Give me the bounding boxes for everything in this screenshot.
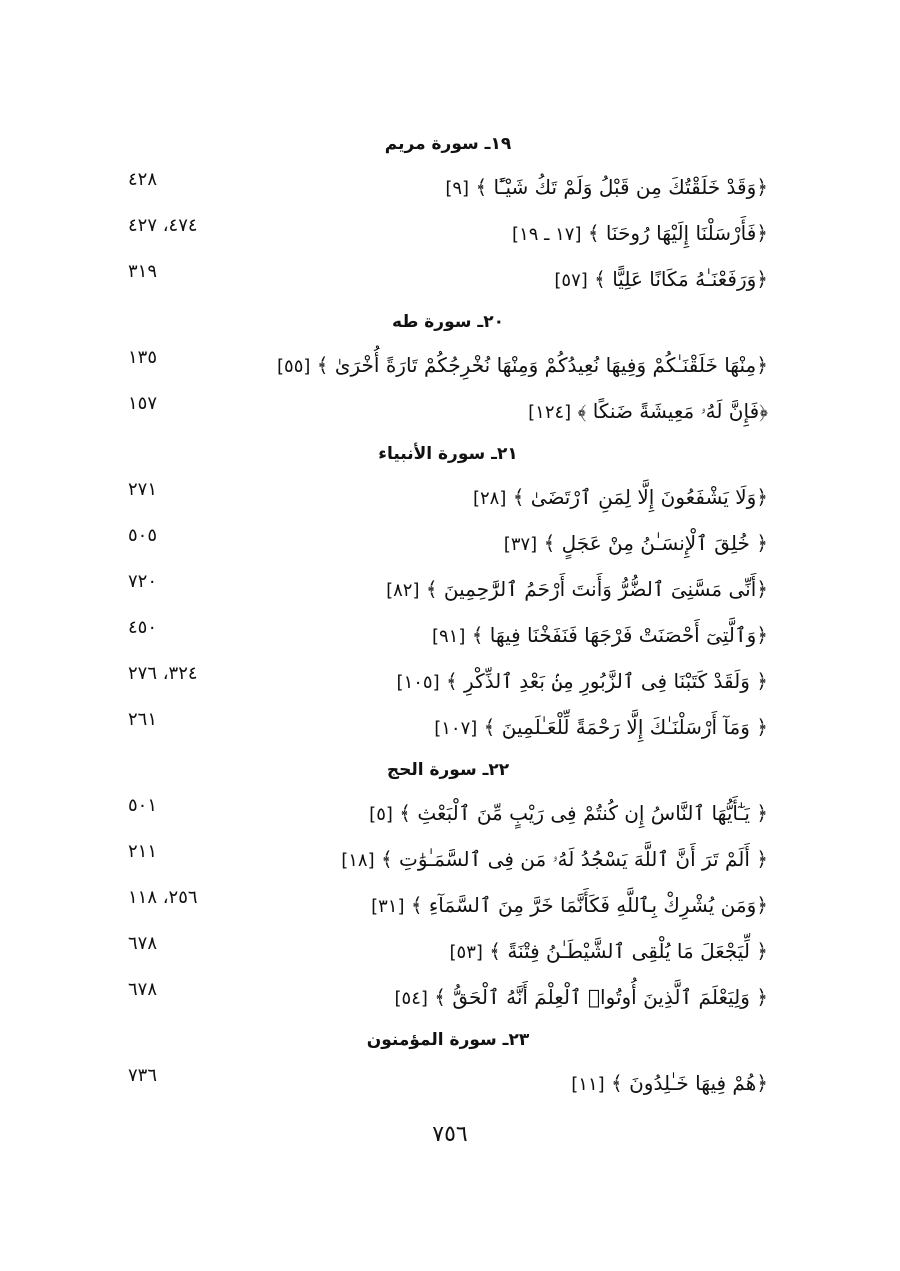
page-references: ٦٧٨ xyxy=(128,933,158,954)
page-references: ٣٢٤، ٢٧٦ xyxy=(128,663,198,684)
verse-reference: [٥] xyxy=(369,804,393,825)
page-references: ٢١١ xyxy=(128,841,158,862)
verse-entry xyxy=(128,474,768,520)
verse-reference: [١٢٤] xyxy=(528,402,572,423)
verse-reference: [٥٣] xyxy=(449,942,483,963)
page-references: ٤٢٨ xyxy=(128,169,158,190)
verse-entry xyxy=(128,790,768,836)
verse-entry xyxy=(128,1060,768,1106)
verse-text xyxy=(512,210,768,256)
verse-reference: [١٠٥] xyxy=(396,672,440,693)
verse-entry xyxy=(128,974,768,1020)
verse-reference: [٩] xyxy=(445,178,470,199)
page-references: ٤٧٤، ٤٢٧ xyxy=(128,215,198,236)
verse-entry xyxy=(128,882,768,928)
verse-entry xyxy=(128,658,768,704)
verse-text xyxy=(277,342,768,388)
verse-quote: ﴿ وَلِيَعْلَمَ ٱلَّذِينَ أُوتُوا۟ ٱلْعِلْمَ أَنَّهُ ٱلْحَقُّ ﴾ xyxy=(434,985,768,1009)
verse-entry xyxy=(128,704,768,750)
verse-quote: ﴿وَمَن يُشْرِكْ بِٱللَّهِ فَكَأَنَّمَا خَرَّ مِنَ ٱلسَّمَآءِ ﴾ xyxy=(410,893,768,917)
page-references: ٢٥٦، ١١٨ xyxy=(128,887,198,908)
verse-text xyxy=(571,1060,768,1106)
page-references: ٢٦١ xyxy=(128,709,158,730)
verse-quote: ﴿فَأَرْسَلْنَا إِلَيْهَا رُوحَنَا ﴾ xyxy=(587,221,768,245)
verse-quote: ﴿وَرَفَعْنَـٰهُ مَكَانًا عَلِيًّا ﴾ xyxy=(594,267,768,291)
verse-quote: ﴿فَإِنَّ لَهُۥ مَعِيشَةً ضَنكًا ﴾ xyxy=(577,399,768,423)
verse-text xyxy=(341,836,768,882)
page-references: ٧٢٠ xyxy=(128,571,158,592)
verse-reference: [٢٨] xyxy=(472,488,507,509)
verse-quote: ﴿وَٱلَّتِىٓ أَحْصَنَتْ فَرْجَهَا فَنَفَخْنَا فِيهَا ﴾ xyxy=(471,623,768,647)
verse-quote: ﴿ وَمَآ أَرْسَلْنَـٰكَ إِلَّا رَحْمَةً لِّلْعَـٰلَمِينَ ﴾ xyxy=(483,715,768,739)
verse-reference: [٥٧] xyxy=(554,270,588,291)
verse-text xyxy=(504,520,768,566)
page-references: ٣١٩ xyxy=(128,261,158,282)
verse-text xyxy=(445,164,768,210)
verse-index xyxy=(128,124,768,1106)
verse-entry xyxy=(128,566,768,612)
verse-entry xyxy=(128,342,768,388)
verse-entry xyxy=(128,256,768,302)
verse-text xyxy=(386,566,768,612)
verse-text xyxy=(450,928,769,974)
surah-heading: ٢٢ـ سورة الحج xyxy=(386,760,510,780)
page-references: ٦٧٨ xyxy=(128,979,158,1000)
verse-quote: ﴿ يَـٰٓأَيُّهَا ٱلنَّاسُ إِن كُنتُمْ فِى رَيْبٍ مِّنَ ٱلْبَعْثِ ﴾ xyxy=(399,801,768,825)
verse-quote: ﴿ وَلَقَدْ كَتَبْنَا فِى ٱلزَّبُورِ مِنۢ بَعْدِ ٱلذِّكْرِ ﴾ xyxy=(445,669,768,693)
verse-quote: ﴿ لِّيَجْعَلَ مَا يُلْقِى ٱلشَّيْطَـٰنُ فِتْنَةً ﴾ xyxy=(489,939,768,963)
verse-entry xyxy=(128,520,768,566)
verse-entry xyxy=(128,836,768,882)
verse-text xyxy=(528,388,768,434)
verse-text xyxy=(397,658,768,704)
verse-reference: [٥٤] xyxy=(394,988,428,1009)
verse-reference: [٥٥] xyxy=(277,356,311,377)
verse-quote: ﴿أَنِّى مَسَّنِىَ ٱلضُّرُّ وَأَنتَ أَرْحَمُ ٱلرَّٰحِمِينَ ﴾ xyxy=(425,577,768,601)
verse-text xyxy=(434,704,768,750)
verse-entry xyxy=(128,210,768,256)
page-references: ٥٠٥ xyxy=(128,525,158,546)
verse-entry xyxy=(128,164,768,210)
surah-heading: ٢٣ـ سورة المؤمنون xyxy=(366,1030,530,1050)
verse-text xyxy=(473,474,768,520)
page-references: ٤٥٠ xyxy=(128,617,158,638)
page-references: ١٣٥ xyxy=(128,347,158,368)
surah-heading: ١٩ـ سورة مريم xyxy=(384,134,512,154)
verse-reference: [١١] xyxy=(571,1074,605,1095)
verse-entry xyxy=(128,612,768,658)
verse-quote: ﴿وَلَا يَشْفَعُونَ إِلَّا لِمَنِ ٱرْتَضَىٰ ﴾ xyxy=(512,485,768,509)
verse-reference: [٣١] xyxy=(371,896,405,917)
verse-text xyxy=(369,790,768,836)
verse-text xyxy=(371,882,768,928)
verse-reference: [٩١] xyxy=(431,626,466,647)
verse-quote: ﴿ خُلِقَ ٱلْإِنسَـٰنُ مِنْ عَجَلٍ ﴾ xyxy=(543,531,768,555)
verse-text xyxy=(395,974,769,1020)
verse-reference: [٨٢] xyxy=(386,580,420,601)
page-references: ٢٧١ xyxy=(128,479,158,500)
page-number: ٧٥٦ xyxy=(432,1122,468,1147)
verse-quote: ﴿مِنْهَا خَلَقْنَـٰكُمْ وَفِيهَا نُعِيدُكُمْ وَمِنْهَا نُخْرِجُكُمْ تَارَةً أُخْرَىٰ ﴾ xyxy=(316,353,768,377)
verse-reference: [١٧ ـ ١٩] xyxy=(512,224,582,245)
page-references: ٧٣٦ xyxy=(128,1065,158,1086)
verse-reference: [٣٧] xyxy=(503,534,538,555)
verse-quote: ﴿وَقَدْ خَلَقْتُكَ مِن قَبْلُ وَلَمْ تَكُ شَيْـًٔا ﴾ xyxy=(475,175,768,199)
verse-text xyxy=(554,256,768,302)
verse-reference: [١٨] xyxy=(341,850,375,871)
verse-quote: ﴿هُمْ فِيهَا خَـٰلِدُونَ ﴾ xyxy=(611,1071,768,1095)
verse-text xyxy=(432,612,768,658)
verse-reference: [١٠٧] xyxy=(434,718,478,739)
verse-quote: ﴿ أَلَمْ تَرَ أَنَّ ٱللَّهَ يَسْجُدُ لَهُۥ مَن فِى ٱلسَّمَـٰوَٰتِ ﴾ xyxy=(380,847,768,871)
page-references: ٥٠١ xyxy=(128,795,158,816)
surah-heading: ٢١ـ سورة الأنبياء xyxy=(378,444,518,464)
verse-entry xyxy=(128,928,768,974)
surah-heading: ٢٠ـ سورة طه xyxy=(392,312,504,332)
verse-entry xyxy=(128,388,768,434)
page-references: ١٥٧ xyxy=(128,393,158,414)
